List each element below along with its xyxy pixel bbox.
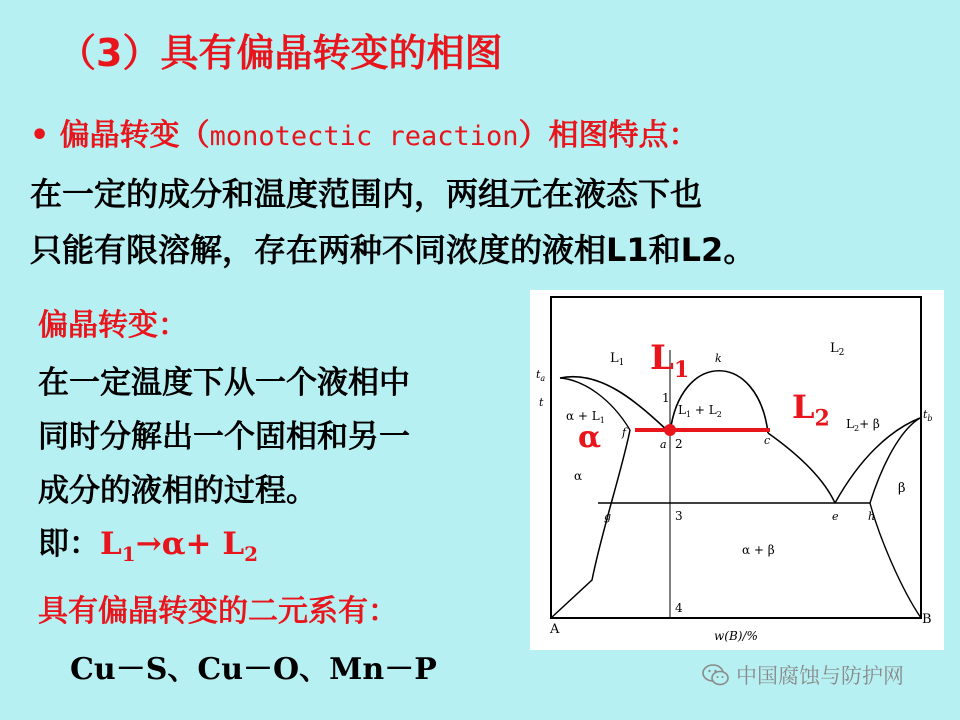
overlay-l1: $L_1$ [650,338,690,383]
definition-line: 同时分解出一个固相和另一 [38,419,410,455]
reaction-equation [38,518,258,566]
label-n4: 4 [675,601,683,615]
description [30,166,930,278]
watermark [702,660,904,690]
watermark-text: 中国腐蚀与防护网 [736,664,904,688]
label-h: h [868,510,876,523]
label-tb: $t_b$ [923,408,933,423]
label-k: k [715,352,722,365]
wechat-icon [702,663,730,687]
label-e: e [832,510,839,523]
label-ta: $t_a$ [536,368,546,383]
reaction-l1: L [100,526,122,562]
label-l1: $L_1$ [610,351,625,368]
label-l2-plus-beta: $L_2+ \beta$ [846,417,880,433]
reaction-l1-sub: 1 [121,542,136,567]
label-n3: 3 [675,509,683,523]
label-l1-plus-l2: $L_1 + L_2$ [678,403,722,419]
reaction-products: →α+ L [135,526,245,562]
definition-text [38,356,528,518]
feature-label-prefix: 偏晶转变（ [59,118,210,153]
label-l2: $L_2$ [830,341,845,358]
monotectic-point [664,424,676,436]
label-n1: 1 [662,391,670,405]
liquidus-right-down [768,433,835,503]
reaction-formula [100,526,259,567]
definition-line: 成分的液相的过程。 [38,473,317,509]
label-f: f [622,426,627,439]
x-axis-label: w(B)/% [714,629,758,643]
reaction-prefix: 即： [38,526,100,562]
feature-term: monotectic reaction [209,121,519,152]
definition-heading: 偏晶转变： [38,308,188,343]
definition-line: 在一定温度下从一个液相中 [38,365,410,401]
phase-diagram [530,290,944,650]
label-alpha-plus-beta: α + β [742,543,775,557]
overlay-alpha: α [578,420,602,455]
label-a: a [660,438,667,451]
label-alpha-plus-l1: $\alpha + L_1$ [566,409,605,425]
label-B: B [922,612,932,627]
phase-diagram-svg [530,290,944,650]
label-c: c [764,434,771,447]
label-beta: β [898,481,906,496]
label-g: g [604,510,612,523]
description-line: 只能有限溶解，存在两种不同浓度的液相L1和L2。 [30,231,756,269]
systems-list: Cu－S、Cu－O、Mn－P [70,652,437,687]
systems-heading: 具有偏晶转变的二元系有： [38,594,398,629]
page-title: （3）具有偏晶转变的相图 [58,31,503,75]
description-line: 在一定的成分和温度范围内，两组元在液态下也 [30,175,703,213]
feature-heading [30,110,699,154]
overlay-l2: $L_2$ [792,388,830,432]
label-t-axis: t [539,396,544,409]
liquidus-left [560,377,670,433]
label-A: A [550,622,560,637]
bullet-marker: • [30,118,50,153]
alpha-solvus [551,430,630,618]
reaction-l2-sub: 2 [244,542,259,567]
feature-label-suffix: ）相图特点： [518,118,699,153]
label-n2: 2 [675,437,683,451]
label-alpha: α [574,469,583,483]
beta-solvus [870,503,921,618]
